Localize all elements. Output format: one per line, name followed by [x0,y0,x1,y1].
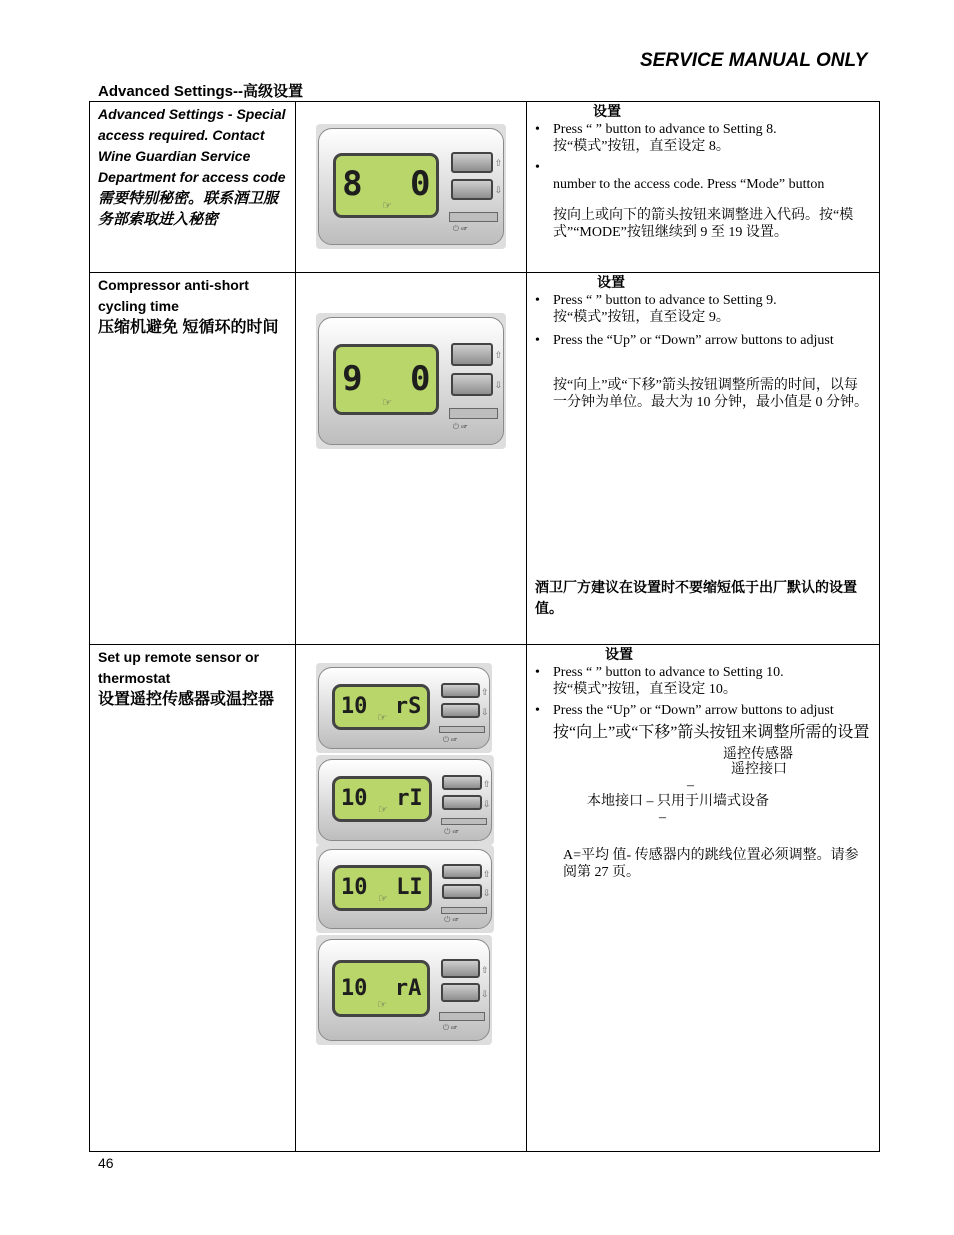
setting-heading: 设置 [605,648,633,663]
up-arrow-icon: ⇧ [480,964,489,975]
hand-pointer-icon: ☞ [377,712,388,725]
instructions-cell [527,273,880,645]
down-button-image [451,373,493,396]
table-row-setting-10 [90,645,880,1152]
up-button-image [441,959,480,978]
lcd-right-digits: rA [394,975,422,1001]
up-button-image [442,864,481,879]
lcd-left-digits: 8 [342,164,363,205]
lcd-left-digits: 10 [341,786,368,812]
down-button-image [441,703,480,718]
setting-name-cell [90,273,296,645]
lcd-screen [333,153,439,218]
setting-name-cell [90,102,296,273]
setting-name-zh: 压缩机避免 短循环的时间 [98,319,279,336]
lcd-screen [333,344,439,415]
display-image-cell [296,273,527,645]
option-remote-interface: 遥控接口 [731,762,787,777]
option-remote-sensor: 遥控传感器 [723,747,793,762]
up-arrow-icon: ⇧ [480,687,489,698]
lcd-left-digits: 10 [340,694,368,720]
table-row-setting-8 [90,102,880,273]
setting-name-en: Advanced Settings - Special access required. Contact Wine Guardian Service Department for access code [98,106,286,185]
up-button-image [451,343,493,366]
thermostat-display-image [316,663,492,753]
option-average: A=平均 值- 传感器内的跳线位置必须调整。请参阅第 27 页。 [563,848,859,880]
thermostat-display-image [316,124,506,249]
factory-recommendation-note: 酒卫厂方建议在设置时不要缩短低于出厂默认的设置值。 [535,579,857,616]
lcd-right-digits: 0 [410,358,431,399]
thermostat-display-image [316,935,492,1045]
down-arrow-icon: ⇩ [494,379,503,390]
down-button-image [442,884,481,899]
lcd-screen [332,684,431,731]
settings-table [89,101,880,1152]
step-detail-zh: 按“向上”或“下移”箭头按钮来调整所需的设置 [553,724,870,741]
down-button-image [441,983,480,1002]
setting-name-zh: 设置遥控传感器或温控器 [98,691,275,708]
power-icon: ⏻ ☞ [452,224,468,233]
lcd-right-digits: rS [394,694,422,720]
up-arrow-icon: ⇧ [494,157,503,168]
step-item: • Press the “Up” or “Down” arrow buttons to adjust [533,332,871,349]
display-image-cell [296,645,527,1152]
lcd-screen [332,776,432,823]
thermostat-display-image [316,755,494,845]
step-item: • Press “ ” button to advance to Setting 8. 按“模式”按钮，直至设定 8。 [533,121,871,155]
step-detail-zh: 按向上或向下的箭头按钮来调整进入代码。按“模式”“MODE”按钮继续到 9 至 19 设置。 [553,208,854,240]
down-arrow-icon: ⇩ [482,888,491,899]
lcd-right-digits: 0 [410,164,431,205]
manual-header-title: SERVICE MANUAL ONLY [640,50,868,71]
lcd-left-digits: 9 [342,358,363,399]
option-dash: – [659,810,666,825]
step-detail-zh: 按“向上”或“下移”箭头按钮调整所需的时间，以每一分钟为单位。最大为 10 分钟，最小值是 0 分钟。 [553,378,868,410]
setting-name-en: Compressor anti-short cycling time [98,277,249,314]
power-icon: ⏻ ☞ [452,421,468,431]
power-icon: ⏻ ☞ [444,915,459,925]
power-icon: ⏻ ☞ [442,1023,458,1032]
down-button-image [442,795,481,810]
up-button-image [451,152,493,173]
up-button-image [441,683,480,698]
table-row-setting-9 [90,273,880,645]
hand-pointer-icon: ☞ [377,999,388,1012]
hand-pointer-icon: ☞ [378,804,388,817]
display-image-cell [296,102,527,273]
option-dash: – [687,778,694,793]
setting-name-zh: 需要特别秘密。联系酒卫服务部索取进入秘密 [98,190,279,228]
down-arrow-icon: ⇩ [494,185,503,196]
up-arrow-icon: ⇧ [482,779,491,790]
down-button-image [451,179,493,200]
down-arrow-icon: ⇩ [480,707,489,718]
option-local-interface: 本地接口 – 只用于川墙式设备 [587,794,769,809]
power-icon: ⏻ ☞ [442,735,458,744]
step-item: • Press “ ” button to advance to Setting 10. 按“模式”按钮，直至设定 10。 [533,664,871,698]
setting-name-en: Set up remote sensor or thermostat [98,649,260,686]
lcd-left-digits: 10 [341,875,368,901]
instructions-cell [527,102,880,273]
hand-pointer-icon: ☞ [382,396,393,409]
thermostat-display-image [316,845,494,933]
up-arrow-icon: ⇧ [494,349,503,360]
lcd-right-digits: LI [396,875,423,901]
step-item: • number to the access code. Press “Mode” button [533,159,871,193]
instructions-cell [527,645,880,1152]
power-icon: ⏻ ☞ [444,827,459,836]
lcd-left-digits: 10 [340,975,368,1001]
setting-heading: 设置 [593,105,621,120]
setting-heading: 设置 [597,276,625,291]
step-item: • Press “ ” button to advance to Setting 9. 按“模式”按钮，直至设定 9。 [533,292,871,326]
step-item: • Press the “Up” or “Down” arrow buttons to adjust [533,702,871,719]
section-title: Advanced Settings--高级设置 [98,83,304,100]
thermostat-display-image [316,313,506,449]
lcd-screen [332,865,432,911]
page-number: 46 [98,1155,114,1171]
down-arrow-icon: ⇩ [480,988,489,999]
up-arrow-icon: ⇧ [482,868,491,879]
down-arrow-icon: ⇩ [482,799,491,810]
lcd-right-digits: rI [396,786,423,812]
hand-pointer-icon: ☞ [382,199,393,212]
hand-pointer-icon: ☞ [378,892,388,905]
setting-name-cell [90,645,296,1152]
up-button-image [442,775,481,790]
lcd-screen [332,960,431,1017]
